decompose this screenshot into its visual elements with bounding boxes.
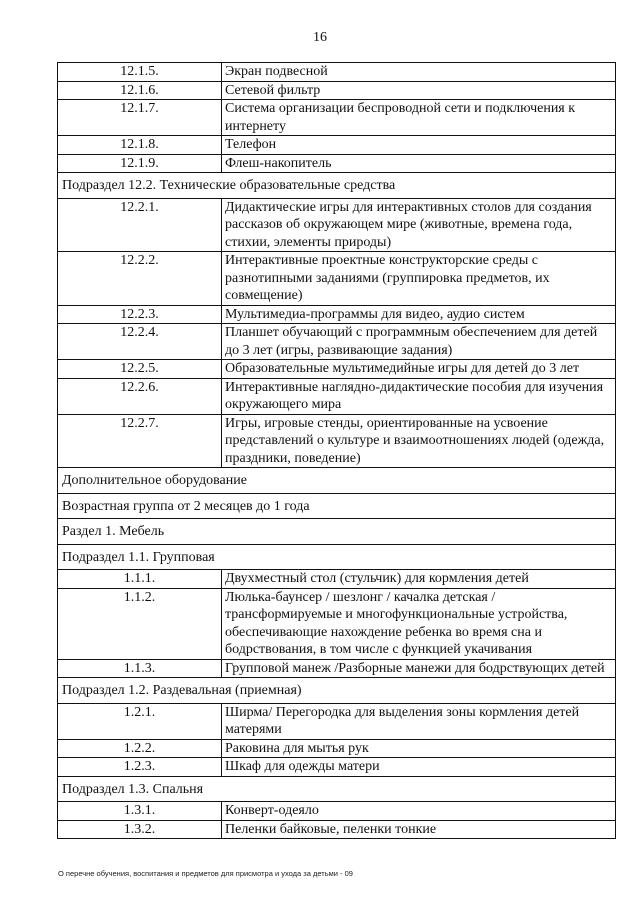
item-description: Экран подвесной <box>222 63 616 82</box>
table-row <box>58 198 616 252</box>
section-row <box>58 544 616 570</box>
item-description: Сетевой фильтр <box>222 81 616 100</box>
item-description: Люлька-баунсер / шезлонг / качалка детская / трансформируемые и многофункциональные устройства, обеспечивающие нахождение ребенка во время сна и бодрствования, в том числе с функцией укачивания <box>222 588 616 659</box>
item-number: 12.2.5. <box>58 360 222 379</box>
item-description: Флеш-накопитель <box>222 154 616 173</box>
table-row <box>58 739 616 758</box>
item-description: Система организации беспроводной сети и подключения к интернету <box>222 100 616 136</box>
item-description: Шкаф для одежды матери <box>222 758 616 777</box>
item-number: 1.2.3. <box>58 758 222 777</box>
item-number: 1.1.1. <box>58 570 222 589</box>
item-description: Образовательные мультимедийные игры для детей до 3 лет <box>222 360 616 379</box>
item-description: Игры, игровые стенды, ориентированные на усвоение представлений о культуре и взаимоотношениях людей (одежда, праздники, поведение) <box>222 414 616 468</box>
item-description: Двухместный стол (стульчик) для кормления детей <box>222 570 616 589</box>
table-row <box>58 136 616 155</box>
item-number: 1.3.2. <box>58 820 222 839</box>
table-row <box>58 802 616 821</box>
section-heading: Раздел 1. Мебель <box>58 519 616 545</box>
page-number: 16 <box>313 30 327 45</box>
section-heading: Возрастная группа от 2 месяцев до 1 года <box>58 493 616 519</box>
item-number: 12.2.3. <box>58 305 222 324</box>
item-description: Конверт-одеяло <box>222 802 616 821</box>
table-row <box>58 588 616 659</box>
item-description: Интерактивные проектные конструкторские среды с разнотипными заданиями (группировка предметов, их совмещение) <box>222 252 616 306</box>
table-row <box>58 360 616 379</box>
section-heading: Подраздел 1.3. Спальня <box>58 776 616 802</box>
equipment-table-body <box>58 63 616 839</box>
item-number: 1.2.1. <box>58 703 222 739</box>
table-row <box>58 100 616 136</box>
table-row <box>58 63 616 82</box>
table-row <box>58 758 616 777</box>
item-description: Пеленки байковые, пеленки тонкие <box>222 820 616 839</box>
item-number: 12.1.9. <box>58 154 222 173</box>
table-row <box>58 570 616 589</box>
section-row <box>58 173 616 199</box>
section-heading: Подраздел 1.1. Групповая <box>58 544 616 570</box>
page-footer: О перечне обучения, воспитания и предметов для присмотра и ухода за детьми - 09 <box>58 869 353 878</box>
item-number: 1.1.3. <box>58 659 222 678</box>
item-number: 12.2.4. <box>58 324 222 360</box>
section-row <box>58 468 616 494</box>
item-description: Планшет обучающий с программным обеспечением для детей до 3 лет (игры, развивающие задания) <box>222 324 616 360</box>
item-number: 12.2.6. <box>58 378 222 414</box>
item-number: 1.2.2. <box>58 739 222 758</box>
item-description: Дидактические игры для интерактивных столов для создания рассказов об окружающем мире (животные, времена года, стихии, элементы природы) <box>222 198 616 252</box>
table-row <box>58 324 616 360</box>
item-number: 12.2.1. <box>58 198 222 252</box>
table-row <box>58 378 616 414</box>
item-number: 12.2.7. <box>58 414 222 468</box>
table-row <box>58 659 616 678</box>
item-description: Телефон <box>222 136 616 155</box>
item-number: 12.1.6. <box>58 81 222 100</box>
item-number: 1.3.1. <box>58 802 222 821</box>
item-number: 1.1.2. <box>58 588 222 659</box>
section-heading: Подраздел 1.2. Раздевальная (приемная) <box>58 678 616 704</box>
item-number: 12.1.5. <box>58 63 222 82</box>
table-row <box>58 414 616 468</box>
item-number: 12.1.8. <box>58 136 222 155</box>
item-description: Интерактивные наглядно-дидактические пособия для изучения окружающего мира <box>222 378 616 414</box>
section-row <box>58 519 616 545</box>
item-description: Раковина для мытья рук <box>222 739 616 758</box>
item-description: Групповой манеж /Разборные манежи для бодрствующих детей <box>222 659 616 678</box>
section-heading: Подраздел 12.2. Технические образовательные средства <box>58 173 616 199</box>
item-description: Мультимедиа-программы для видео, аудио систем <box>222 305 616 324</box>
table-row <box>58 252 616 306</box>
section-row <box>58 776 616 802</box>
section-row <box>58 678 616 704</box>
item-number: 12.1.7. <box>58 100 222 136</box>
table-row <box>58 820 616 839</box>
table-row <box>58 81 616 100</box>
item-description: Ширма/ Перегородка для выделения зоны кормления детей матерями <box>222 703 616 739</box>
section-row <box>58 493 616 519</box>
section-heading: Дополнительное оборудование <box>58 468 616 494</box>
item-number: 12.2.2. <box>58 252 222 306</box>
equipment-table <box>57 62 616 839</box>
table-row <box>58 305 616 324</box>
table-row <box>58 703 616 739</box>
table-row <box>58 154 616 173</box>
